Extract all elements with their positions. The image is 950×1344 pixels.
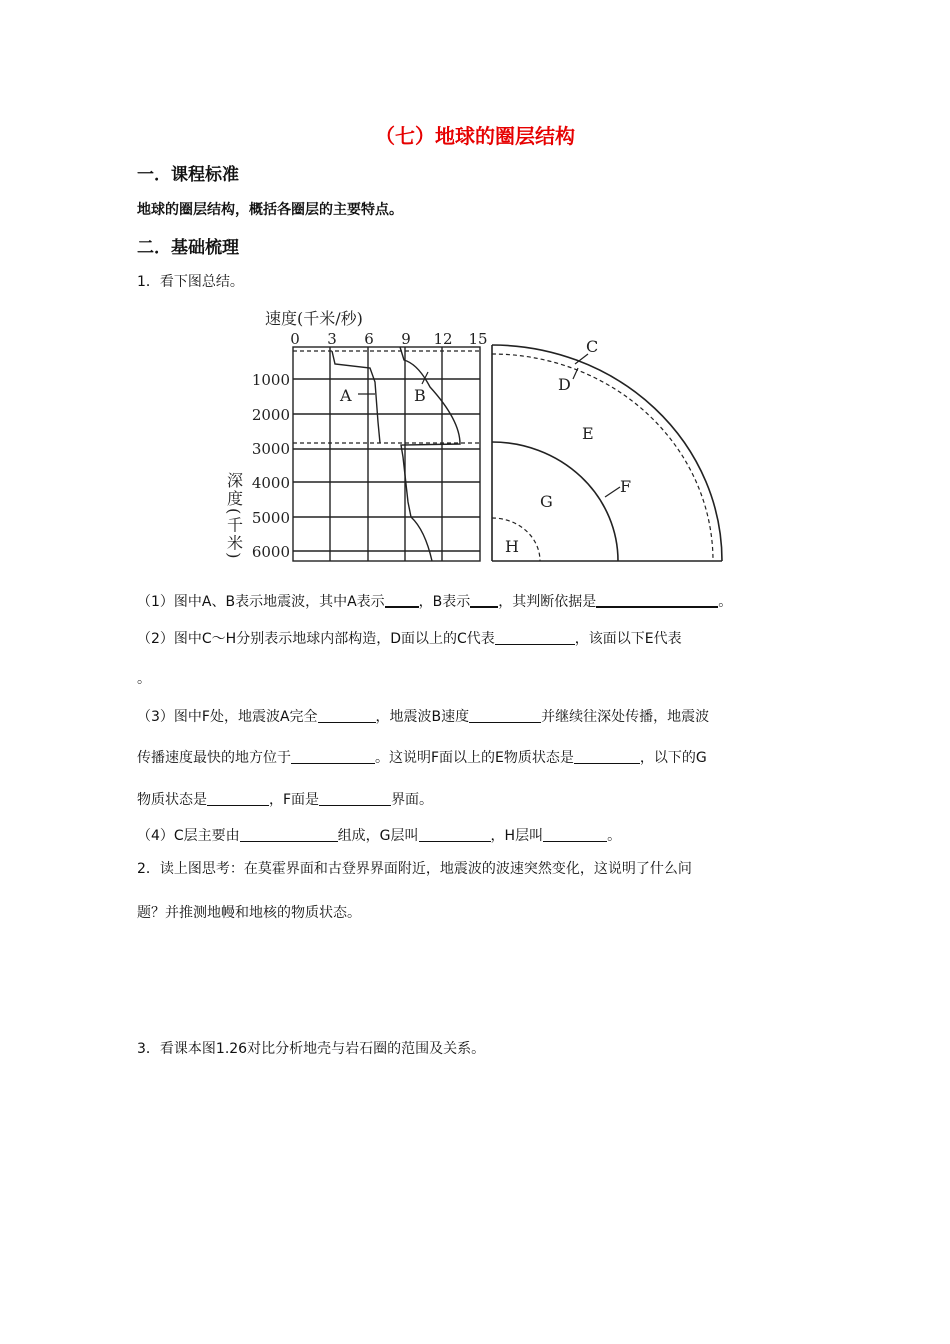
- layer-h-label: H: [505, 537, 519, 556]
- chart-grid: [293, 347, 480, 561]
- speed-tick: 12: [433, 330, 453, 348]
- earth-quadrant: [492, 345, 722, 561]
- layer-f-label: F: [620, 477, 632, 496]
- section2-heading: 二．基础梳理: [137, 238, 239, 258]
- speed-tick: 6: [364, 330, 374, 348]
- depth-tick: 5000: [251, 509, 290, 527]
- answer-blank[interactable]: [318, 708, 376, 723]
- layer-e-label: E: [582, 424, 594, 443]
- answer-blank[interactable]: [596, 592, 718, 608]
- curriculum-standard-text: 地球的圈层结构，概括各圈层的主要特点。: [137, 202, 403, 218]
- question-1-2: （2）图中C～H分别表示地球内部构造，D面以上的C代表 ，该面以下E代表: [137, 631, 682, 647]
- answer-blank[interactable]: [495, 630, 575, 645]
- speed-axis-label: 速度(千米/秒): [265, 309, 363, 328]
- boundary-dashed-lines: [293, 351, 480, 443]
- answer-blank[interactable]: [574, 749, 640, 764]
- question-2-line2: 题？并推测地幔和地核的物质状态。: [137, 905, 361, 921]
- answer-blank[interactable]: [319, 791, 391, 806]
- speed-tick: 15: [468, 330, 488, 348]
- speed-tick: 9: [401, 330, 411, 348]
- question-1-1: （1）图中A、B表示地震波，其中A表示 ，B表示 ，其判断依据是 。: [137, 594, 733, 610]
- answer-blank[interactable]: [240, 827, 338, 842]
- wave-b-label: B: [414, 386, 426, 405]
- answer-blank[interactable]: [419, 827, 491, 842]
- layer-g-label: G: [540, 492, 553, 511]
- speed-tick: 3: [327, 330, 337, 348]
- depth-tick: 1000: [251, 371, 290, 389]
- question-3: 3．看课本图1.26对比分析地壳与岩石圈的范围及关系。: [137, 1041, 486, 1057]
- question-2-line1: 2．读上图思考：在莫霍界面和古登界界面附近，地震波的波速突然变化，这说明了什么问: [137, 861, 692, 877]
- answer-blank[interactable]: [543, 827, 607, 842]
- answer-blank[interactable]: [207, 791, 269, 806]
- question-1-3-line3: 物质状态是 ，F面是 界面。: [137, 792, 434, 808]
- question-1-2-end: 。: [137, 671, 151, 687]
- answer-blank[interactable]: [385, 592, 419, 608]
- question-1-intro: 1．看下图总结。: [137, 274, 244, 290]
- depth-tick: 3000: [251, 440, 290, 458]
- answer-blank[interactable]: [469, 708, 541, 723]
- wave-a-label: A: [340, 386, 352, 405]
- question-1-3-line1: （3）图中F处，地震波A完全 ，地震波B速度 并继续往深处传播，地震波: [137, 709, 710, 725]
- page-title: （七）地球的圈层结构: [375, 124, 575, 148]
- depth-axis-label: 深度(千米): [224, 472, 244, 561]
- answer-blank[interactable]: [470, 592, 498, 608]
- speed-tick: 0: [290, 330, 300, 348]
- question-1-3-line2: 传播速度最快的地方位于 。这说明F面以上的E物质状态是 ，以下的G: [137, 750, 707, 766]
- layer-c-label: C: [586, 337, 599, 356]
- section1-heading: 一．课程标准: [137, 165, 239, 185]
- depth-tick: 2000: [251, 406, 290, 424]
- depth-tick: 4000: [251, 474, 290, 492]
- layer-d-label: D: [558, 375, 571, 394]
- depth-tick: 6000: [251, 543, 290, 561]
- answer-blank[interactable]: [291, 749, 375, 764]
- seismic-wave-figure: [220, 302, 730, 576]
- question-1-4: （4）C层主要由 组成，G层叫 ，H层叫 。: [137, 828, 622, 844]
